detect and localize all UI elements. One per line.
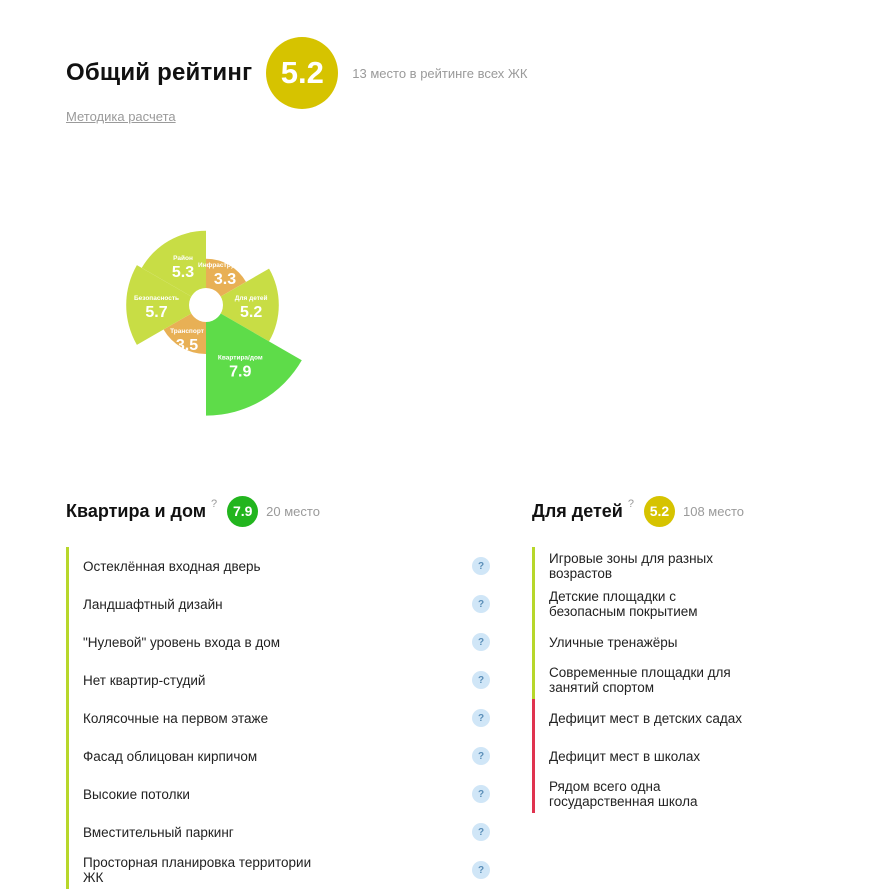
chart-value-label: 3.5 <box>175 336 199 354</box>
feature-label: Фасад облицован кирпичом <box>83 748 258 764</box>
feature-item <box>532 661 744 699</box>
feature-label: Дефицит мест в школах <box>549 748 701 764</box>
chart-category-label: Транспорт <box>170 327 204 335</box>
rating-header <box>66 38 528 108</box>
chart-category-label: Для детей <box>234 295 268 302</box>
feature-label: Колясочные на первом этаже <box>83 710 269 726</box>
methodology-link[interactable]: Методика расчета <box>66 109 176 124</box>
help-question-icon[interactable]: ? <box>472 557 490 575</box>
feature-item <box>66 851 485 889</box>
section-help-icon[interactable]: ? <box>627 498 634 510</box>
chart-category-label: Безопасность <box>133 295 180 302</box>
feature-label: Современные площадки для занятий спортом <box>549 665 731 695</box>
chart-category-label: Инфраструктура <box>198 262 252 270</box>
feature-label: Игровые зоны для разных возрастов <box>549 551 714 581</box>
feature-label: Нет квартир-студий <box>83 672 206 688</box>
feature-item <box>66 737 485 775</box>
section-help-icon[interactable]: ? <box>211 498 218 510</box>
feature-label: Высокие потолки <box>83 786 190 802</box>
feature-item <box>532 547 744 585</box>
feature-label: Уличные тренажёры <box>549 634 678 650</box>
feature-item <box>532 775 744 813</box>
help-question-icon[interactable]: ? <box>472 823 490 841</box>
chart-value-label: 5.7 <box>145 304 168 321</box>
feature-item <box>532 623 744 661</box>
help-question-icon[interactable]: ? <box>472 785 490 803</box>
feature-item <box>66 585 485 623</box>
feature-label: Рядом всего одна государственная школа <box>549 779 698 809</box>
chart-value-label: 7.9 <box>229 363 252 381</box>
page-title: Общий рейтинг <box>66 59 253 86</box>
feature-label: Детские площадки с безопасным покрытием <box>549 589 698 619</box>
overall-score-value: 5.2 <box>280 55 324 90</box>
section-for-children <box>532 495 744 809</box>
help-question-icon[interactable]: ? <box>472 861 490 879</box>
help-question-icon[interactable]: ? <box>472 595 490 613</box>
chart-value-label: 5.2 <box>240 304 263 321</box>
section-title: Для детей <box>532 500 623 521</box>
feature-item <box>66 813 485 851</box>
section-place: 108 место <box>682 503 744 519</box>
feature-item <box>532 585 744 623</box>
feature-list <box>532 547 744 813</box>
feature-item <box>66 661 485 699</box>
feature-item <box>66 699 485 737</box>
help-question-icon[interactable]: ? <box>472 671 490 689</box>
rating-chart <box>90 195 330 445</box>
feature-item <box>66 775 485 813</box>
feature-item <box>66 547 485 585</box>
chart-value-label: 5.3 <box>171 264 195 282</box>
feature-label: "Нулевой" уровень входа в дом <box>83 634 281 650</box>
section-score-value: 5.2 <box>649 503 670 519</box>
feature-label: Просторная планировка территории ЖК <box>83 855 312 885</box>
feature-item <box>66 623 485 661</box>
chart-center-hole <box>189 288 223 322</box>
section-title: Квартира и дом <box>66 500 207 521</box>
section-apartment-house <box>66 495 485 885</box>
help-question-icon[interactable]: ? <box>472 747 490 765</box>
feature-item <box>532 699 744 737</box>
overall-score-badge <box>266 37 338 109</box>
chart-category-label: Район <box>173 255 193 263</box>
feature-label: Вместительный паркинг <box>83 824 234 840</box>
chart-value-label: 3.3 <box>213 271 237 289</box>
section-score-badge <box>227 496 258 527</box>
section-header <box>532 495 744 527</box>
feature-label: Остеклённая входная дверь <box>83 558 261 574</box>
feature-item <box>532 737 744 775</box>
help-question-icon[interactable]: ? <box>472 709 490 727</box>
chart-category-label: Квартира/дом <box>217 354 263 362</box>
rating-polar-chart <box>90 195 330 445</box>
feature-label: Дефицит мест в детских садах <box>549 710 742 726</box>
section-score-badge <box>644 496 675 527</box>
section-place: 20 место <box>266 503 320 519</box>
feature-label: Ландшафтный дизайн <box>83 596 223 612</box>
section-score-value: 7.9 <box>232 503 253 519</box>
section-header <box>66 495 320 527</box>
help-question-icon[interactable]: ? <box>472 633 490 651</box>
overall-place-text: 13 место в рейтинге всех ЖК <box>352 65 528 81</box>
feature-list <box>66 547 485 889</box>
